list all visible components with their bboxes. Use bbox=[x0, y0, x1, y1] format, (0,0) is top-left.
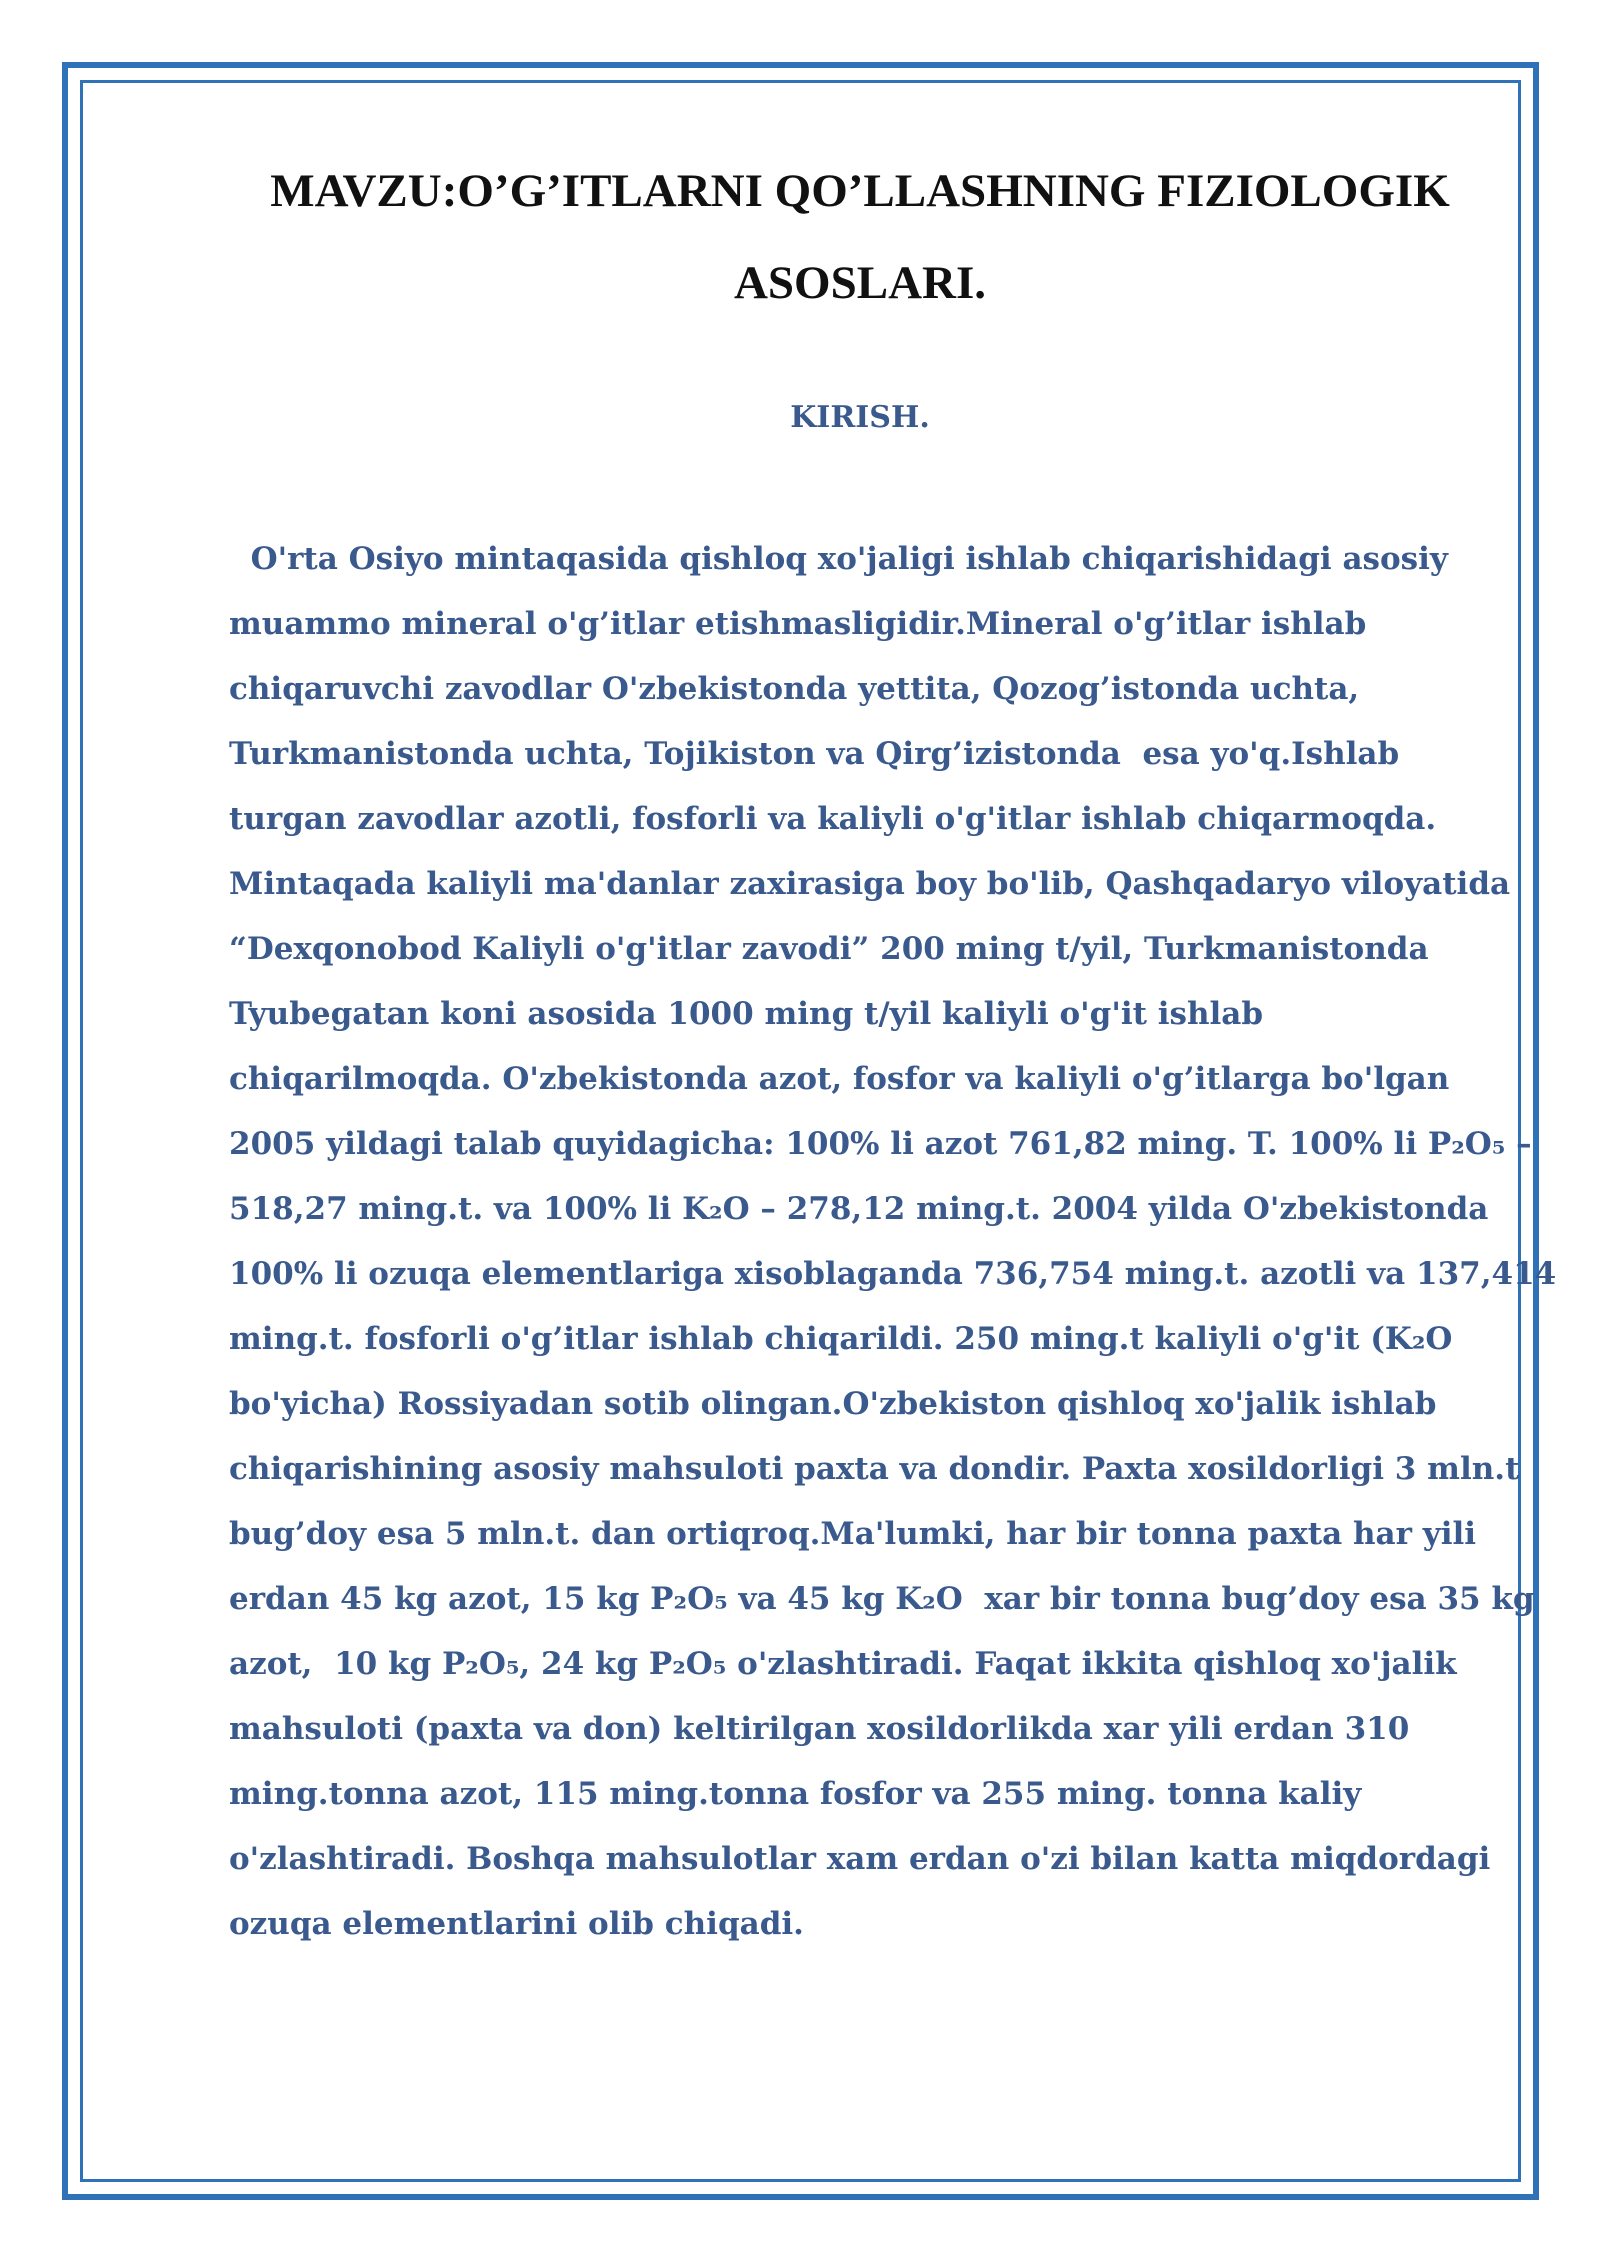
title-line: ASOSLARI. bbox=[733, 257, 987, 309]
paragraph-line: 100% li ozuqa elementlariga xisoblaganda 736,754 ming.t. azotli va 137,414 bbox=[229, 1256, 1557, 1292]
paragraph-line: chiqaruvchi zavodlar O'zbekistonda yettita, Qozog’istonda uchta, bbox=[229, 671, 1360, 707]
paragraph-line: ozuqa elementlarini olib chiqadi. bbox=[229, 1906, 804, 1942]
paragraph-line: chiqarishining asosiy mahsuloti paxta va dondir. Paxta xosildorligi 3 mln.t bbox=[229, 1451, 1520, 1487]
paragraph-line: Mintaqada kaliyli ma'danlar zaxirasiga boy bo'lib, Qashqadaryo viloyatida bbox=[229, 866, 1511, 902]
paragraph-line: azot, 10 kg P₂O₅, 24 kg P₂O₅ o'zlashtiradi. Faqat ikkita qishloq xo'jalik bbox=[229, 1646, 1457, 1682]
paragraph-line: 518,27 ming.t. va 100% li K₂O – 278,12 ming.t. 2004 yilda O'zbekistonda bbox=[229, 1191, 1489, 1227]
document-title bbox=[180, 145, 1540, 329]
paragraph-line: chiqarilmoqda. O'zbekistonda azot, fosfor va kaliyli o'g’itlarga bo'lgan bbox=[229, 1061, 1450, 1097]
paragraph-line: bo'yicha) Rossiyadan sotib olingan.O'zbekiston qishloq xo'jalik ishlab bbox=[229, 1386, 1437, 1422]
paragraph-line: turgan zavodlar azotli, fosforli va kaliyli o'g'itlar ishlab chiqarmoqda. bbox=[229, 801, 1437, 837]
paragraph-line: ming.tonna azot, 115 ming.tonna fosfor va 255 ming. tonna kaliy bbox=[229, 1776, 1362, 1812]
paragraph-line: Tyubegatan koni asosida 1000 ming t/yil kaliyli o'g'it ishlab bbox=[229, 996, 1264, 1032]
title-line: MAVZU:O’G’ITLARNI QO’LLASHNING FIZIOLOGIK bbox=[270, 165, 1450, 217]
paragraph-line: ming.t. fosforli o'g’itlar ishlab chiqarildi. 250 ming.t kaliyli o'g'it (K₂O bbox=[229, 1321, 1453, 1357]
paragraph-line: “Dexqonobod Kaliyli o'g'itlar zavodi” 200 ming t/yil, Turkmanistonda bbox=[229, 931, 1429, 967]
paragraph-line: bug’doy esa 5 mln.t. dan ortiqroq.Ma'lumki, har bir tonna paxta har yili bbox=[229, 1516, 1477, 1552]
paragraph-line: muammo mineral o'g’itlar etishmasligidir.Mineral o'g’itlar ishlab bbox=[229, 606, 1367, 642]
paragraph-line: 2005 yildagi talab quyidagicha: 100% li azot 761,82 ming. T. 100% li P₂O₅ – bbox=[229, 1126, 1532, 1162]
section-heading: KIRISH. bbox=[790, 400, 930, 435]
body-paragraph bbox=[229, 527, 1557, 1957]
paragraph-line: mahsuloti (paxta va don) keltirilgan xosildorlikda xar yili erdan 310 bbox=[229, 1711, 1410, 1747]
paragraph-line: o'zlashtiradi. Boshqa mahsulotlar xam erdan o'zi bilan katta miqdordagi bbox=[229, 1841, 1491, 1877]
paragraph-line: Turkmanistonda uchta, Tojikiston va Qirg’izistonda esa yo'q.Ishlab bbox=[229, 736, 1400, 772]
paragraph-line: O'rta Osiyo mintaqasida qishloq xo'jaligi ishlab chiqarishidagi asosiy bbox=[229, 541, 1448, 577]
paragraph-line: erdan 45 kg azot, 15 kg P₂O₅ va 45 kg K₂O xar bir tonna bug’doy esa 35 kg bbox=[229, 1581, 1535, 1617]
